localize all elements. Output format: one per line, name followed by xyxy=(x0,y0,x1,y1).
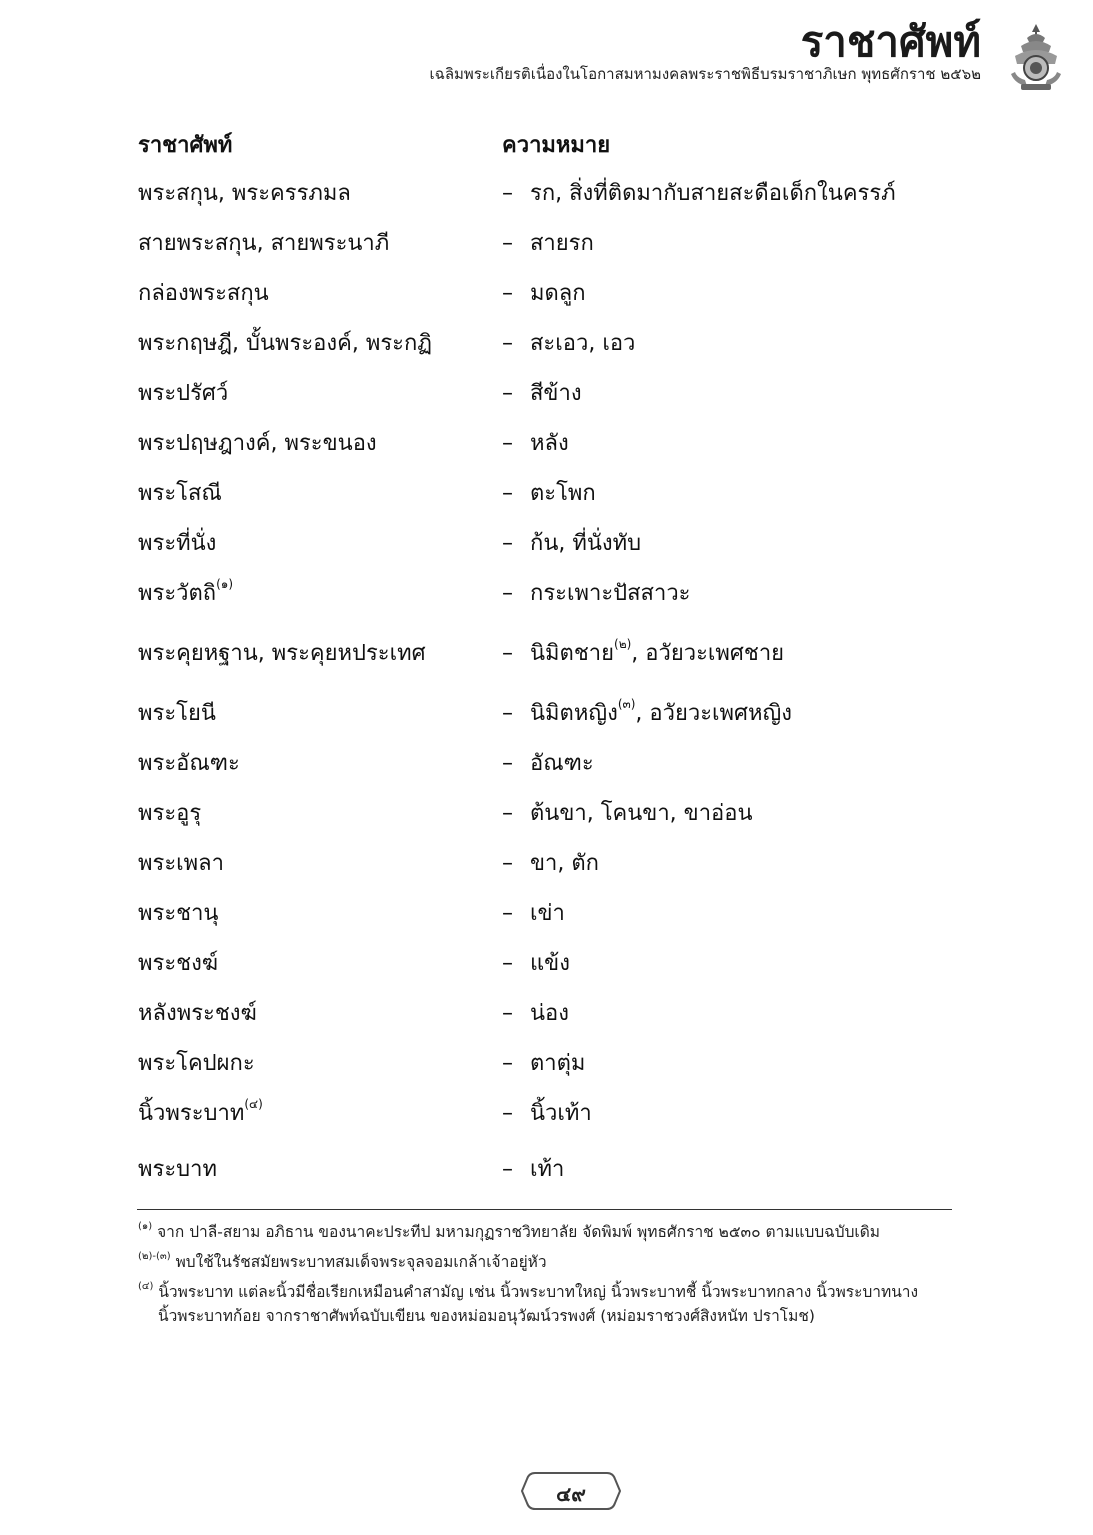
term: พระโยนี xyxy=(138,701,216,726)
table-row xyxy=(138,746,958,796)
footnote-mark: (๔) xyxy=(244,1097,263,1111)
table-row xyxy=(138,796,958,846)
term: หลังพระชงฆ์ xyxy=(138,1001,257,1026)
dash: – xyxy=(502,1157,513,1182)
table-row xyxy=(138,476,958,526)
term: พระปรัศว์ xyxy=(138,381,229,406)
term: พระอูรุ xyxy=(138,801,202,826)
dash: – xyxy=(502,381,513,406)
footnote-text-continued: นิ้วพระบาทก้อย จากราชาศัพท์ฉบับเขียน ของหม่อมอนุวัฒน์วรพงศ์ (หม่อมราชวงศ์สิงหนัท ปราโมช) xyxy=(158,1307,815,1325)
dash: – xyxy=(502,701,513,726)
footnote-mark: (๒)-(๓) xyxy=(138,1251,171,1262)
table-row xyxy=(138,276,958,326)
dash: – xyxy=(502,801,513,826)
table-row xyxy=(138,176,958,226)
meaning: สีข้าง xyxy=(530,381,582,406)
table-row xyxy=(138,636,958,696)
term: สายพระสกุน, สายพระนาภี xyxy=(138,231,390,256)
meaning: ต้นขา, โคนขา, ขาอ่อน xyxy=(530,801,753,826)
meaning: หลัง xyxy=(530,431,569,456)
term: พระที่นั่ง xyxy=(138,531,217,556)
meaning: ขา, ตัก xyxy=(530,851,599,876)
term-text: นิ้วพระบาท xyxy=(138,1101,245,1126)
royal-seal-icon xyxy=(1007,22,1065,92)
term: พระบาท xyxy=(138,1157,217,1182)
meaning: ก้น, ที่นั่งทับ xyxy=(530,531,642,556)
dash: – xyxy=(502,181,513,206)
term: พระกฤษฎี, บั้นพระองค์, พระกฏิ xyxy=(138,331,433,356)
meaning: อัณฑะ xyxy=(530,751,594,776)
footnote-text: นิ้วพระบาท แต่ละนิ้วมีชื่อเรียกเหมือนคำสามัญ เช่น นิ้วพระบาทใหญ่ นิ้วพระบาทชี้ นิ้วพระบาทกลาง นิ้วพระบาทนาง xyxy=(158,1283,919,1301)
table-row xyxy=(138,376,958,426)
meaning: สายรก xyxy=(530,231,594,256)
meaning: รก, สิ่งที่ติดมากับสายสะดือเด็กในครรภ์ xyxy=(530,181,896,206)
dash: – xyxy=(502,331,513,356)
footnote-mark: (๑) xyxy=(216,577,234,591)
dash: – xyxy=(502,281,513,306)
table-row xyxy=(138,526,958,576)
term: พระโสณี xyxy=(138,481,222,506)
footnote-2-3 xyxy=(138,1250,968,1274)
table-row xyxy=(138,696,958,746)
footnote-text: พบใช้ในรัชสมัยพระบาทสมเด็จพระจุลจอมเกล้าเจ้าอยู่หัว xyxy=(175,1253,547,1271)
meaning: ตะโพก xyxy=(530,481,596,506)
meaning: แข้ง xyxy=(530,951,570,976)
dash: – xyxy=(502,901,513,926)
footnote-4 xyxy=(138,1280,968,1328)
footnote-mark: (๔) xyxy=(138,1281,154,1292)
page-header xyxy=(430,18,982,84)
dash: – xyxy=(502,1101,513,1126)
term-text: พระวัตถิ xyxy=(138,581,217,606)
meaning: เข่า xyxy=(530,901,565,926)
term: พระโคปผกะ xyxy=(138,1051,255,1076)
vocabulary-table xyxy=(138,128,958,1202)
column-header-term: ราชาศัพท์ xyxy=(138,133,233,158)
dash: – xyxy=(502,1001,513,1026)
term xyxy=(138,576,233,612)
dash: – xyxy=(502,431,513,456)
dash: – xyxy=(502,641,513,666)
dash: – xyxy=(502,531,513,556)
table-row xyxy=(138,896,958,946)
column-header-meaning: ความหมาย xyxy=(502,133,611,158)
term: พระอัณฑะ xyxy=(138,751,240,776)
page-number-text: ๔๙ xyxy=(556,1482,586,1506)
term: กล่องพระสกุน xyxy=(138,281,269,306)
meaning: กระเพาะปัสสาวะ xyxy=(530,581,691,606)
table-row xyxy=(138,576,958,636)
term: พระเพลา xyxy=(138,851,224,876)
term: พระชานุ xyxy=(138,901,219,926)
footnote-1 xyxy=(138,1220,968,1244)
meaning xyxy=(530,696,792,732)
dash: – xyxy=(502,231,513,256)
dash: – xyxy=(502,1051,513,1076)
footnote-mark: (๑) xyxy=(138,1221,153,1232)
page-number xyxy=(521,1471,621,1511)
table-row xyxy=(138,1046,958,1096)
meaning: มดลูก xyxy=(530,281,586,306)
meaning: นิ้วเท้า xyxy=(530,1101,592,1126)
meaning: สะเอว, เอว xyxy=(530,331,636,356)
footnote-mark: (๓) xyxy=(617,697,636,711)
meaning-tail: , อวัยวะเพศชาย xyxy=(631,641,785,666)
term: พระปฤษฎางค์, พระขนอง xyxy=(138,431,377,456)
dash: – xyxy=(502,481,513,506)
term xyxy=(138,1096,263,1132)
dash: – xyxy=(502,851,513,876)
table-row xyxy=(138,1152,958,1202)
term: พระสกุน, พระครรภมล xyxy=(138,181,351,206)
meaning-text: นิมิตชาย xyxy=(530,641,615,666)
dash: – xyxy=(502,581,513,606)
table-row xyxy=(138,426,958,476)
meaning: เท้า xyxy=(530,1157,565,1182)
table-row xyxy=(138,226,958,276)
meaning-text: นิมิตหญิง xyxy=(530,701,618,726)
footnote-text: จาก ปาลี-สยาม อภิธาน ของนาคะประทีป มหามกุฏราชวิทยาลัย จัดพิมพ์ พุทธศักราช ๒๕๓๐ ตามแบบฉบับเดิม xyxy=(157,1223,881,1241)
header-subtitle: เฉลิมพระเกียรติเนื่องในโอกาสมหามงคลพระราชพิธีบรมราชาภิเษก พุทธศักราช ๒๕๖๒ xyxy=(429,65,981,83)
term: พระคุยหฐาน, พระคุยหประเทศ xyxy=(138,641,426,666)
footnote-divider xyxy=(137,1209,952,1210)
meaning: ตาตุ่ม xyxy=(530,1051,586,1076)
meaning xyxy=(530,636,784,672)
table-row xyxy=(138,846,958,896)
meaning: น่อง xyxy=(530,1001,569,1026)
table-row xyxy=(138,326,958,376)
header-title: ราชาศัพท์ xyxy=(800,17,981,66)
table-row xyxy=(138,1096,958,1152)
table-row xyxy=(138,996,958,1046)
meaning-tail: , อวัยวะเพศหญิง xyxy=(635,701,792,726)
dash: – xyxy=(502,751,513,776)
term: พระชงฆ์ xyxy=(138,951,219,976)
footnote-mark: (๒) xyxy=(614,637,632,651)
dash: – xyxy=(502,951,513,976)
table-row xyxy=(138,946,958,996)
table-header-row xyxy=(138,128,958,176)
footnotes xyxy=(138,1220,968,1334)
